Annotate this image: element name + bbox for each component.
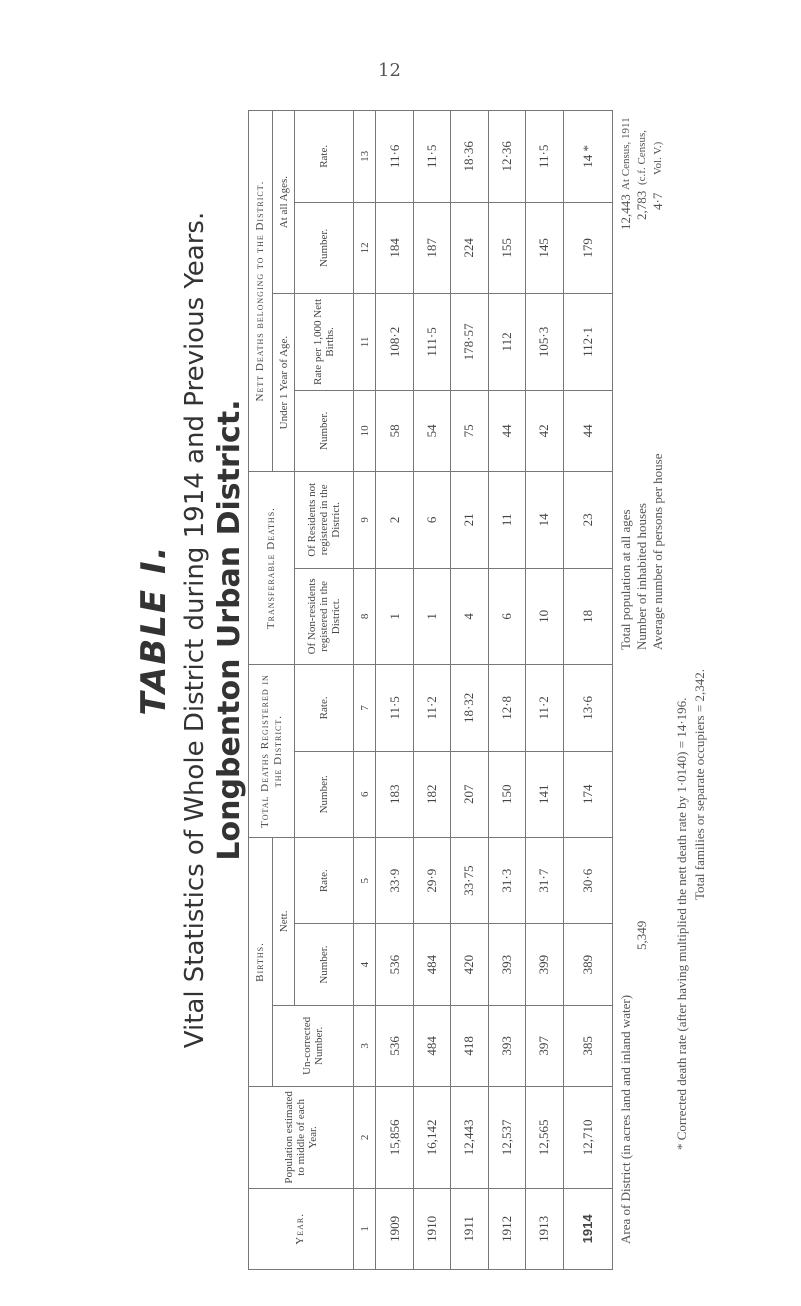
cell-births-no: 389	[563, 924, 613, 1005]
column-number: 8	[353, 568, 376, 665]
cell-births-rate: 31·7	[526, 837, 563, 923]
cell-all-rate: 14 *	[563, 111, 613, 203]
cell-births-rate: 30·6	[563, 837, 613, 923]
table-row	[563, 111, 613, 1270]
header-all-number: Number.	[295, 202, 353, 293]
cell-all-no: 184	[376, 202, 413, 293]
cell-uncorr: 484	[413, 1005, 450, 1086]
houses-value: 2,783	[634, 190, 649, 220]
cell-all-no: 155	[488, 202, 525, 293]
cell-births-no: 536	[376, 924, 413, 1005]
cell-births-no: 399	[526, 924, 563, 1005]
stats-table	[248, 110, 613, 1270]
page-title: Vital Statistics of Whole District during 1914 and Previous Years.	[180, 211, 210, 1049]
cell-non-res: 10	[526, 568, 563, 665]
cell-non-res: 4	[451, 568, 488, 665]
families-note: Total families or separate occupiers = 2,342.	[692, 669, 707, 900]
column-number: 3	[353, 1005, 376, 1086]
cell-births-no: 420	[451, 924, 488, 1005]
cell-u1-no: 75	[451, 390, 488, 471]
cell-u1-no: 42	[526, 390, 563, 471]
page-number: 12	[378, 60, 401, 81]
cell-pop: 15,856	[376, 1087, 413, 1189]
cell-year: 1909	[376, 1188, 413, 1269]
cell-res: 21	[451, 472, 488, 569]
cell-uncorr: 385	[563, 1005, 613, 1086]
cell-non-res: 1	[376, 568, 413, 665]
cell-pop: 12,443	[451, 1087, 488, 1189]
table-label: TABLE I.	[134, 544, 174, 716]
column-number: 13	[353, 111, 376, 203]
cell-deaths-no: 141	[526, 751, 563, 837]
header-all-rate: Rate.	[295, 111, 353, 203]
census-line-1: At Census, 1911	[620, 117, 632, 190]
cell-u1-rate: 112·1	[563, 294, 613, 391]
cell-deaths-rate: 11·5	[376, 665, 413, 751]
header-under1-rate: Rate per 1,000 Nett Births.	[295, 294, 353, 391]
cell-all-rate: 11·5	[413, 111, 450, 203]
header-all-ages: At all Ages.	[272, 111, 294, 294]
cell-uncorr: 418	[451, 1005, 488, 1086]
cell-res: 11	[488, 472, 525, 569]
cell-deaths-rate: 13·6	[563, 665, 613, 751]
cell-all-no: 145	[526, 202, 563, 293]
footnote: * Corrected death rate (after having multiplied the nett death rate by 1·0140) = 14·196.	[674, 697, 689, 1150]
cell-births-no: 393	[488, 924, 525, 1005]
cell-uncorr: 393	[488, 1005, 525, 1086]
table-row	[488, 111, 525, 1270]
cell-births-no: 484	[413, 924, 450, 1005]
cell-u1-no: 44	[488, 390, 525, 471]
cell-all-rate: 18·36	[451, 111, 488, 203]
district-name: Longbenton Urban District.	[212, 399, 247, 861]
header-deaths-rate: Rate.	[295, 665, 353, 751]
census-line-2: (c.f. Census,	[636, 130, 648, 185]
cell-deaths-no: 207	[451, 751, 488, 837]
cell-all-rate: 11·6	[376, 111, 413, 203]
header-year: Year.	[249, 1188, 354, 1269]
header-nett: Nett.	[272, 837, 294, 1005]
table-row	[526, 111, 563, 1270]
cell-res: 14	[526, 472, 563, 569]
cell-births-rate: 33·9	[376, 837, 413, 923]
cell-deaths-rate: 11·2	[526, 665, 563, 751]
header-population: Population estimated to middle of each Year.	[249, 1087, 354, 1189]
column-number: 6	[353, 751, 376, 837]
cell-u1-rate: 108·2	[376, 294, 413, 391]
cell-non-res: 6	[488, 568, 525, 665]
table-row	[376, 111, 413, 1270]
cell-deaths-no: 182	[413, 751, 450, 837]
cell-res: 6	[413, 472, 450, 569]
table-body	[376, 111, 613, 1270]
cell-births-rate: 29·9	[413, 837, 450, 923]
cell-births-rate: 33·75	[451, 837, 488, 923]
table-row	[413, 111, 450, 1270]
column-number: 10	[353, 390, 376, 471]
header-transferable: Transferable Deaths.	[249, 472, 295, 665]
cell-non-res: 18	[563, 568, 613, 665]
cell-deaths-rate: 18·32	[451, 665, 488, 751]
column-number: 5	[353, 837, 376, 923]
heading	[130, 90, 250, 1170]
header-births-rate: Rate.	[295, 837, 353, 923]
column-number: 4	[353, 924, 376, 1005]
area-value: 5,349	[634, 920, 649, 950]
column-number: 1	[353, 1188, 376, 1269]
cell-year: 1914	[563, 1188, 613, 1269]
cell-res: 2	[376, 472, 413, 569]
header-births: Births.	[249, 837, 273, 1086]
population-label: Total population at all ages	[618, 509, 633, 650]
population-value: 12,443	[618, 194, 633, 230]
column-number: 7	[353, 665, 376, 751]
cell-year: 1913	[526, 1188, 563, 1269]
cell-non-res: 1	[413, 568, 450, 665]
cell-year: 1910	[413, 1188, 450, 1269]
cell-res: 23	[563, 472, 613, 569]
cell-all-no: 179	[563, 202, 613, 293]
header-under1-number: Number.	[295, 390, 353, 471]
cell-u1-rate: 105·3	[526, 294, 563, 391]
vital-statistics-table	[248, 110, 613, 1270]
cell-deaths-no: 183	[376, 751, 413, 837]
census-line-3: Vol. V.)	[652, 141, 664, 175]
cell-all-rate: 12·36	[488, 111, 525, 203]
column-number: 12	[353, 202, 376, 293]
cell-all-no: 224	[451, 202, 488, 293]
cell-pop: 12,710	[563, 1087, 613, 1189]
area-label: Area of District (in acres land and inland water)	[618, 994, 633, 1244]
notes	[618, 110, 738, 1250]
cell-uncorr: 536	[376, 1005, 413, 1086]
cell-pop: 12,537	[488, 1087, 525, 1189]
header-nett-deaths: Nett Deaths belonging to the District.	[249, 111, 273, 472]
header-uncorrected: Un-corrected Number.	[272, 1005, 353, 1086]
column-number: 9	[353, 472, 376, 569]
cell-year: 1911	[451, 1188, 488, 1269]
column-number: 11	[353, 294, 376, 391]
cell-deaths-rate: 12·8	[488, 665, 525, 751]
header-non-residents: Of Non-residents registered in the District.	[295, 568, 353, 665]
cell-uncorr: 397	[526, 1005, 563, 1086]
cell-u1-no: 58	[376, 390, 413, 471]
persons-value: 4·7	[650, 192, 665, 210]
cell-u1-no: 54	[413, 390, 450, 471]
cell-births-rate: 31·3	[488, 837, 525, 923]
header-births-number: Number.	[295, 924, 353, 1005]
cell-u1-rate: 178·57	[451, 294, 488, 391]
houses-label: Number of inhabited houses	[634, 503, 649, 650]
cell-u1-rate: 112	[488, 294, 525, 391]
header-total-deaths: Total Deaths Registered in the District.	[249, 665, 295, 838]
header-under-1: Under 1 Year of Age.	[272, 294, 294, 472]
cell-pop: 16,142	[413, 1087, 450, 1189]
cell-all-rate: 11·5	[526, 111, 563, 203]
cell-u1-no: 44	[563, 390, 613, 471]
header-deaths-number: Number.	[295, 751, 353, 837]
persons-label: Average number of persons per house	[650, 453, 665, 650]
cell-u1-rate: 111·5	[413, 294, 450, 391]
header-residents: Of Residents not registered in the District.	[295, 472, 353, 569]
table-row	[451, 111, 488, 1270]
cell-deaths-no: 174	[563, 751, 613, 837]
cell-deaths-no: 150	[488, 751, 525, 837]
cell-pop: 12,565	[526, 1087, 563, 1189]
column-number: 2	[353, 1087, 376, 1189]
cell-deaths-rate: 11·2	[413, 665, 450, 751]
cell-all-no: 187	[413, 202, 450, 293]
cell-year: 1912	[488, 1188, 525, 1269]
